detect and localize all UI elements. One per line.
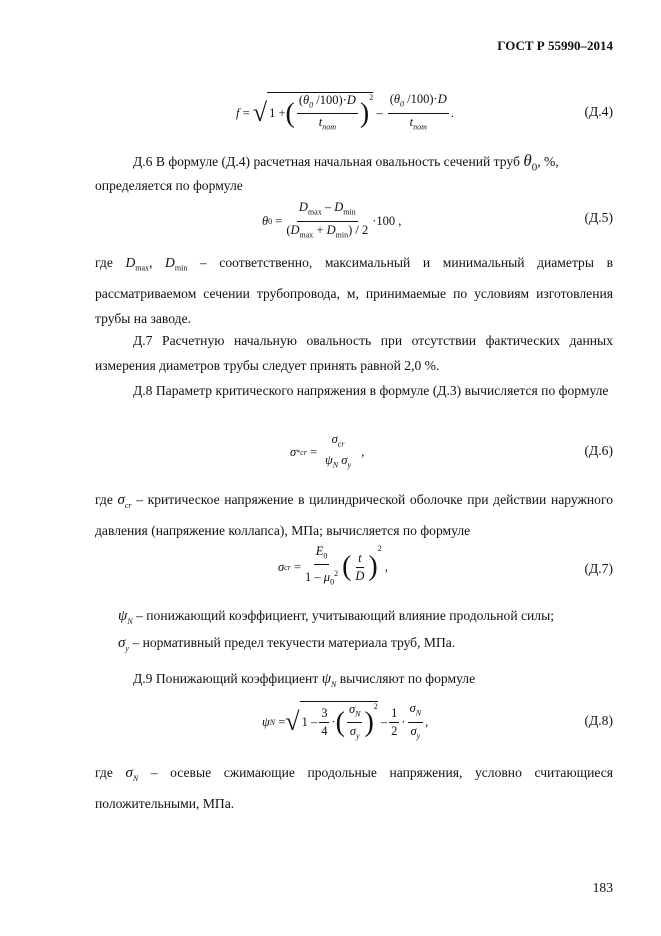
definition-psi-n: $\psi_N$ – понижающий коэффициент, учитывающий влияние продольной силы; xyxy=(118,608,555,626)
definition-sigma-n: где $\sigma_N$ – осевые сжимающие продольные напряжения, условно считающиеся положительными, МПа. xyxy=(95,765,614,811)
formula-d7: σ cr = $\frac{E_0}{1 - \mu_0^2}$ ( $\frac{t}{D}$ ) 2 , xyxy=(278,543,388,588)
paragraph-d6: Д.6 В формуле (Д.4) расчетная начальная овальность сечений труб $\theta_0$, %, xyxy=(133,151,559,174)
formula-d8: ψ N = √ 1 – $\frac{3}{4}$ · ( $\frac{\sigma_N}{\sigma_y}$ ) $^2$ – $\frac{1}{2}$ · $\frac{\sigma_N}{\sigma_y}$ , xyxy=(262,696,428,748)
formula-d6-number: (Д.6) xyxy=(584,443,613,458)
formula-d4-number: (Д.4) xyxy=(584,104,613,119)
definition-sigma-y: $\sigma_y$ – нормативный предел текучести материала труб, МПа. xyxy=(118,635,456,653)
definition-sigma-cr: где $\sigma_{cr}$ – критическое напряжение в цилиндрической оболочке при действии наружного давления (напряжение коллапса), МПа; вычисляется по формуле xyxy=(95,492,613,538)
definition-dmax-dmin: где $D_{max}$, $D_{min}$ – соответственно, максимальный и минимальный диаметры в рассматриваемом сечении трубопровода, м, принимаемые по условиям изготовления трубы на заводе. xyxy=(95,255,613,326)
formula-d8-number: (Д.8) xyxy=(584,713,613,728)
formula-d5-number: (Д.5) xyxy=(584,210,613,225)
formula-d4: f = √ 1 + ( $\frac{(\theta_0 /100)\cdot D}{t_{nom}}$ ) $^2$ – $\frac{(\theta_0 /100)\cdot D}{t_{nom}}$ . xyxy=(236,92,496,134)
page-number: 183 xyxy=(592,880,613,895)
formula-d5: θ 0 = $\frac{D_{max} - D_{min}}{(D_{max} + D_{min}) / 2}$ ·100 , xyxy=(262,200,402,239)
theta0-symbol: $\theta_0$ xyxy=(523,151,538,174)
paragraph-d7: Д.7 Расчетную начальную овальность при отсутствии фактических данных измерения диаметров трубы следует принять равной 2,0 %. xyxy=(95,333,613,373)
document-header: ГОСТ Р 55990–2014 xyxy=(497,38,613,53)
formula-d4-lhs: f xyxy=(236,105,240,120)
paragraph-d8: Д.8 Параметр критического напряжения в формуле (Д.3) вычисляется по формуле xyxy=(133,383,609,398)
paragraph-d6-cont: определяется по формуле xyxy=(95,178,243,193)
paragraph-d9: Д.9 Понижающий коэффициент $\psi_N$ вычисляют по формуле xyxy=(133,671,476,689)
formula-d6: σ * cr = $\sigma_{cr}$ $\psi_N$ $\sigma_y$ , xyxy=(290,431,365,470)
formula-d7-number: (Д.7) xyxy=(584,561,613,576)
